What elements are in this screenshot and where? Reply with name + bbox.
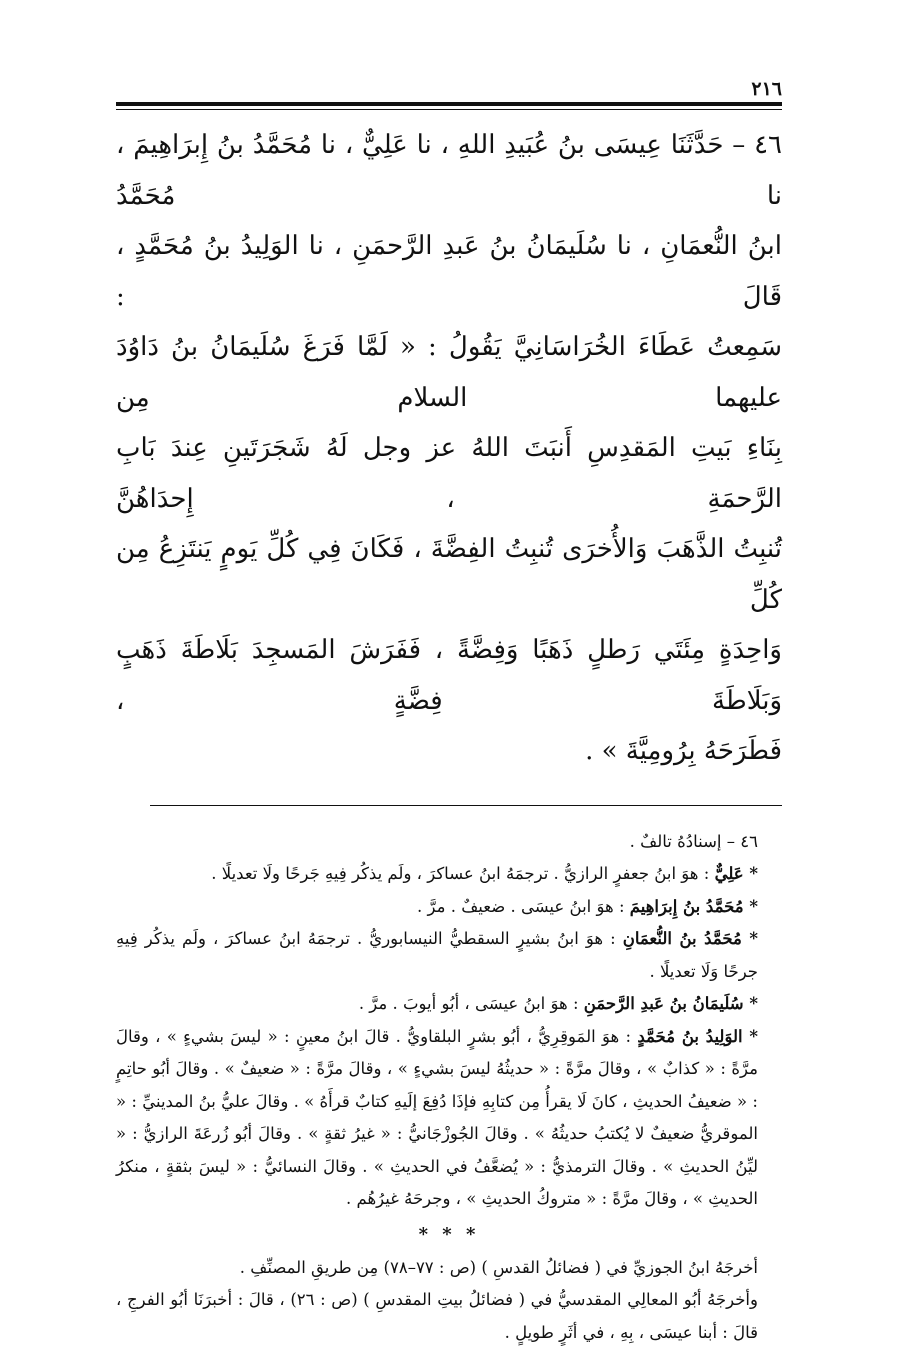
header-rule-thin [116, 109, 782, 110]
section-separator: * * * [116, 1218, 782, 1252]
narrator-text: : هوَ ابنُ عيسَى ، أبُو أيوبَ . مرَّ . [359, 994, 584, 1013]
narrator-text: : هوَ ابنُ عيسَى . ضعيفٌ . مرَّ . [417, 897, 630, 916]
hadith-line: سَمِعتُ عَطَاءَ الخُرَاسَانِيَّ يَقُولُ : « لَمَّا فَرَغَ سُلَيمَانُ بنُ دَاوُدَ عليهما السلام مِن [116, 322, 782, 423]
takhrij-note: وأخرجَهُ أبُو المعالِي المقدسيُّ في ( فضائلُ بيتِ المقدسِ ) (ص : ٢٦) ، قالَ : أخبرَنَا أبُو الفرجِ ، قالَ : أبنا عيسَى ، بِهِ ، في أثَرٍ طويلٍ . [116, 1284, 782, 1349]
narrator-name: * الوَلِيدُ بنُ مُحَمَّدٍ [637, 1027, 758, 1046]
narrator-note [116, 1021, 782, 1216]
takhrij-note: أخرجَهُ ابنُ الجوزيِّ في ( فضائلُ القدسِ ) (ص : ٧٧–٧٨) مِن طريقِ المصنِّفِ . [116, 1252, 782, 1285]
narrator-name: * مُحَمَّدُ بنُ النُّعمَانِ [623, 929, 758, 948]
hadith-line: ٤٦ – حَدَّثَنَا عِيسَى بنُ عُبَيدِ اللهِ ، نا عَلِيٌّ ، نا مُحَمَّدُ بنُ إِبرَاهِيمَ ، نا مُحَمَّدُ [116, 120, 782, 221]
narrator-note [116, 891, 782, 924]
narrator-note [116, 988, 782, 1021]
page-header [116, 70, 782, 102]
hadith-line: ابنُ النُّعمَانِ ، نا سُلَيمَانُ بنُ عَبدِ الرَّحمَنِ ، نا الوَلِيدُ بنُ مُحَمَّدٍ ، قَالَ : [116, 221, 782, 322]
narrator-text: : هوَ المَوقِرِيُّ ، أبُو بشرٍ البلقاويُّ . قالَ ابنُ معينٍ : « ليسَ بشيءٍ » ، وقالَ مرَّةً : « كذابٌ » ، وقالَ مرَّةً : « حديثُهُ ليسَ بشيءٍ » ، وقالَ مرَّةً : « ضعيفٌ » . وقالَ أبُو حاتِمٍ : « ضعيفُ الحديثِ ، كانَ لَا يقرأُ مِن كتابِهِ فإذَا دُفِعَ إلَيهِ كتابٌ قرأَهُ » . وقالَ عليُّ بنُ المدينيِّ : « الموقريُّ ضعيفٌ لا يُكتبُ حديثُهُ » . وقالَ الجُوزْجَانيُّ : « غيرُ ثقةٍ » . وقالَ أبُو زُرعَةَ الرازيُّ : « ليِّنُ الحديثِ » . وقالَ الترمذيُّ : « يُضعَّفُ في الحديثِ » . وقالَ النسائيُّ : « ليسَ بثقةٍ ، منكرُ الحديثِ » ، وقالَ مرَّةً : « متروكُ الحديثِ » ، وجرحَهُ غيرُهُم . [116, 1027, 758, 1209]
narrator-name: * سُلَيمَانُ بنُ عَبدِ الرَّحمَنِ [584, 994, 758, 1013]
narrator-note [116, 923, 782, 988]
page-number: ٢١٦ [751, 78, 782, 100]
hadith-line: تُنبِتُ الذَّهَبَ وَالأُخرَى تُنبِتُ الفِضَّةَ ، فَكَانَ فِي كُلِّ يَومٍ يَنتَزِعُ مِن كُلِّ [116, 524, 782, 625]
hadith-line: وَاحِدَةٍ مِئَتَي رَطلٍ ذَهَبًا وَفِضَّةً ، فَفَرَشَ المَسجِدَ بَلَاطَةَ ذَهَبٍ وَبَلَاطَةَ فِضَّةٍ ، [116, 625, 782, 726]
hadith-line: فَطَرَحَهُ بِرُومِيَّةَ » . [116, 726, 782, 777]
header-rule-thick [116, 102, 782, 106]
hadith-line: بِنَاءِ بَيتِ المَقدِسِ أَنبَتَ اللهُ عز وجل لَهُ شَجَرَتَينِ عِندَ بَابِ الرَّحمَةِ ، إِحدَاهُنَّ [116, 423, 782, 524]
footnote-heading: ٤٦ – إسنادُهُ تالفٌ . [116, 826, 782, 859]
narrator-name: * مُحَمَّدُ بنُ إِبرَاهِيمَ [630, 897, 758, 916]
footnote-separator [150, 805, 782, 806]
narrator-text: : هوَ ابنُ بشيرٍ السقطيُّ النيسابوريُّ . ترجمَهُ ابنُ عساكرَ ، ولَم يذكُر فِيهِ جرحًا وَلَا تعديلًا . [116, 929, 758, 981]
footnotes [116, 826, 782, 1349]
narrator-note [116, 858, 782, 891]
narrator-text: : هوَ ابنُ جعفرٍ الرازيُّ . ترجمَهُ ابنُ عساكرَ ، ولَم يذكُر فِيهِ جَرحًا ولَا تعديلًا . [211, 864, 714, 883]
narrator-name: * عَلِيٌّ [715, 864, 758, 883]
hadith-text [116, 120, 782, 777]
